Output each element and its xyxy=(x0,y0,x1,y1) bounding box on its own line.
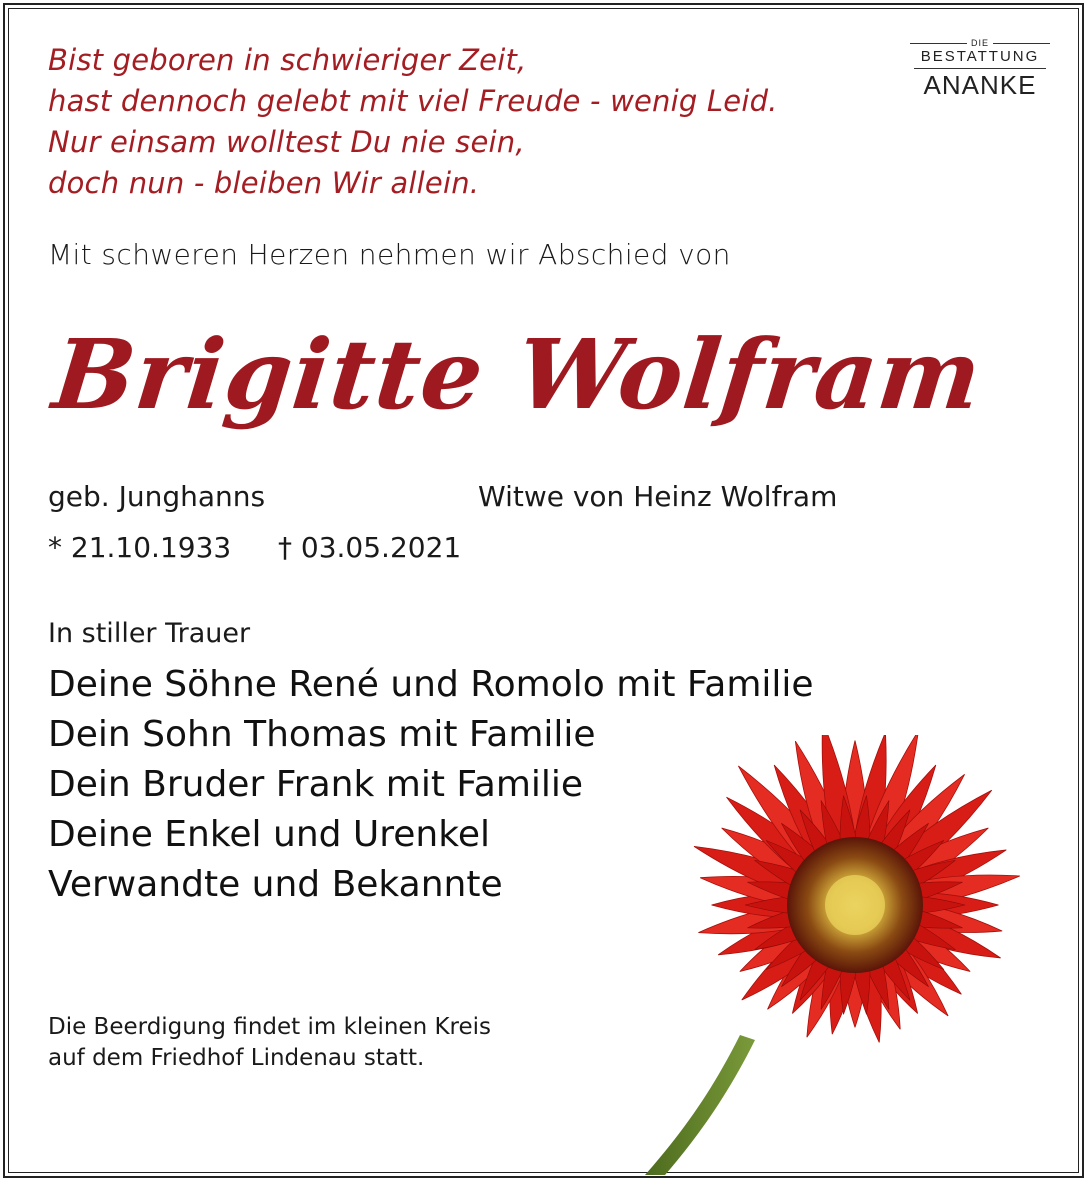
logo-divider xyxy=(914,68,1046,69)
death-date: † 03.05.2021 xyxy=(278,531,462,564)
poem-line: Nur einsam wolltest Du nie sein, xyxy=(48,125,525,159)
logo-main-text: ANANKE xyxy=(923,70,1037,100)
funeral-line: Die Beerdigung findet im kleinen Kreis xyxy=(48,1014,492,1040)
poem-line: doch nun - bleiben Wir allein. xyxy=(48,166,480,200)
farewell-intro: Mit schweren Herzen nehmen wir Abschied von xyxy=(48,238,731,271)
mourner-line: Verwandte und Bekannte xyxy=(48,864,503,905)
poem-line: hast dennoch gelebt mit viel Freude - wenig Leid. xyxy=(48,84,778,118)
mourner-line: Deine Enkel und Urenkel xyxy=(48,814,490,855)
funeral-line: auf dem Friedhof Lindenau statt. xyxy=(48,1045,425,1071)
mourners-list xyxy=(48,660,814,910)
mourning-intro: In stiller Trauer xyxy=(48,618,251,649)
deceased-name: Brigitte Wolfram xyxy=(48,318,987,431)
mourner-line: Deine Söhne René und Romolo mit Familie xyxy=(48,664,814,705)
logo-top-text: DIE xyxy=(971,38,990,48)
funeral-home-logo xyxy=(910,38,1050,99)
birth-date: * 21.10.1933 xyxy=(48,531,232,564)
funeral-notice xyxy=(48,1012,491,1074)
mourner-line: Dein Sohn Thomas mit Familie xyxy=(48,714,596,755)
logo-middle-text: BESTATTUNG xyxy=(920,48,1040,65)
widow-of: Witwe von Heinz Wolfram xyxy=(478,480,838,513)
poem-line: Bist geboren in schwieriger Zeit, xyxy=(48,43,527,77)
poem xyxy=(48,40,778,204)
maiden-name: geb. Junghanns xyxy=(48,480,266,513)
mourner-line: Dein Bruder Frank mit Familie xyxy=(48,764,584,805)
